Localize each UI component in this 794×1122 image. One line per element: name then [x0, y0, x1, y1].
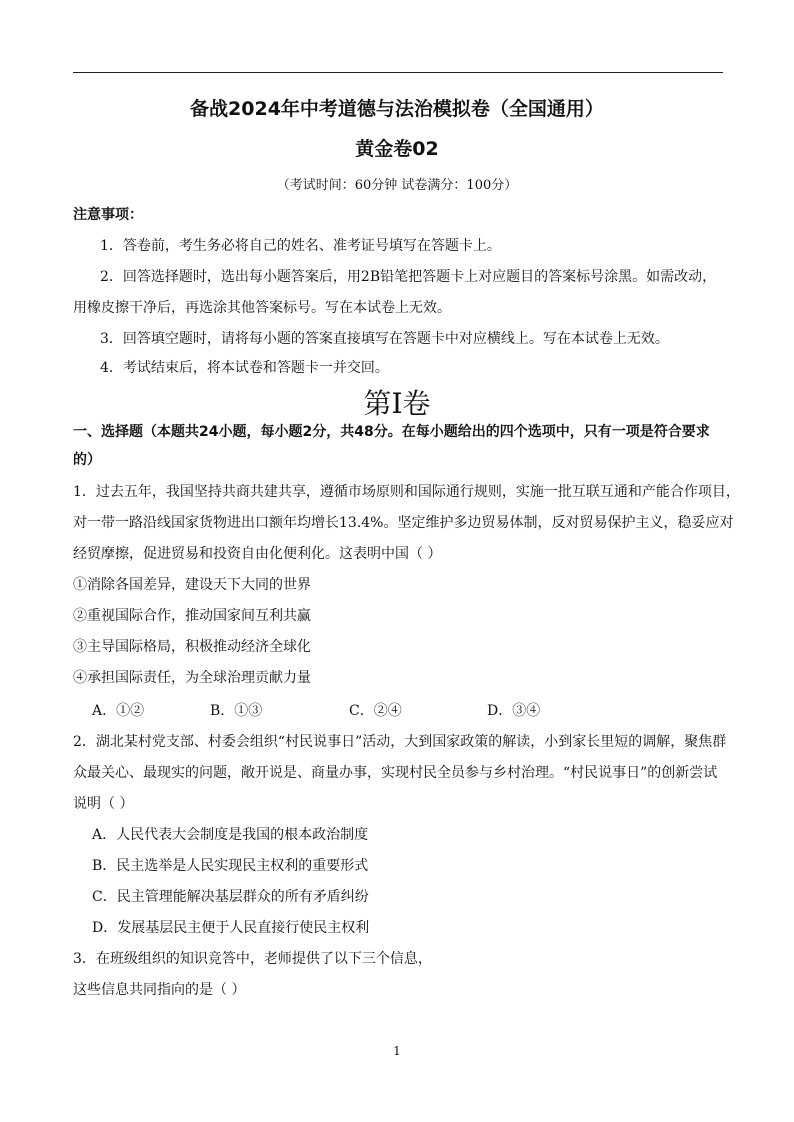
- question-1-option-c[interactable]: C．②④: [349, 703, 402, 719]
- exam-info: （考试时间：60分钟 试卷满分：100分）: [276, 178, 518, 193]
- exam-subtitle: 黄金卷02: [355, 138, 439, 160]
- notice-item: 4．考试结束后，将本试卷和答题卡一并交回。: [100, 360, 389, 376]
- notice-item: 1．答卷前，考生务必将自己的姓名、准考证号填写在答题卡上。: [100, 238, 501, 254]
- page-number: 1: [393, 1044, 401, 1058]
- question-2-stem: 众最关心、最现实的问题，敞开说是、商量办事，实现村民全员参与乡村治理。“村民说事日”的创新尝试: [73, 765, 718, 781]
- notice-item: 3．回答填空题时，请将每小题的答案直接填写在答题卡中对应横线上。写在本试卷上无效。: [100, 331, 669, 347]
- question-3-stem: 这些信息共同指向的是（ ）: [73, 982, 246, 998]
- question-1-statement: ④承担国际责任，为全球治理贡献力量: [73, 670, 311, 686]
- question-2-stem: 2．湖北某村党支部、村委会组织“村民说事日”活动，大到国家政策的解读，小到家长里短的调解，聚焦群: [73, 734, 727, 750]
- volume-title: 第Ⅰ卷: [363, 387, 431, 420]
- question-2-option-a[interactable]: A．人民代表大会制度是我国的根本政治制度: [92, 827, 369, 843]
- notice-item: 2．回答选择题时，选出每小题答案后，用2B铅笔把答题卡上对应题目的答案标号涂黑。如需改动，: [100, 269, 717, 285]
- question-1-option-a[interactable]: A．①②: [92, 703, 145, 719]
- question-3-stem: 3．在班级组织的知识竞答中，老师提供了以下三个信息，: [73, 951, 432, 967]
- section-heading: 一、选择题（本题共24小题，每小题2分，共48分。在每小题给出的四个选项中，只有一项是符合要求: [73, 424, 710, 440]
- question-1-option-b[interactable]: B．①③: [210, 703, 263, 719]
- notice-heading: 注意事项：: [73, 207, 143, 223]
- question-1-statement: ③主导国际格局，积极推动经济全球化: [73, 639, 311, 655]
- exam-title: 备战2024年中考道德与法治模拟卷（全国通用）: [190, 98, 604, 120]
- question-1-stem: 1．过去五年，我国坚持共商共建共享，遵循市场原则和国际通行规则，实施一批互联互通和产能合作项目，: [73, 484, 740, 500]
- question-2-option-d[interactable]: D．发展基层民主便于人民直接行使民主权利: [92, 920, 370, 936]
- section-heading-cont: 的）: [73, 452, 101, 468]
- question-1-stem: 对一带一路沿线国家货物进出口额年均增长13.4%。坚定维护多边贸易体制，反对贸易保护主义，稳妥应对: [73, 515, 734, 531]
- question-1-statement: ①消除各国差异，建设天下大同的世界: [73, 577, 311, 593]
- question-2-option-c[interactable]: C．民主管理能解决基层群众的所有矛盾纠纷: [92, 889, 369, 905]
- notice-item: 用橡皮擦干净后，再选涂其他答案标号。写在本试卷上无效。: [73, 300, 451, 316]
- question-1-stem: 经贸摩擦，促进贸易和投资自由化便利化。这表明中国（ ）: [73, 546, 442, 562]
- question-1-statement: ②重视国际合作，推动国家间互利共赢: [73, 608, 311, 624]
- question-2-option-b[interactable]: B．民主选举是人民实现民主权利的重要形式: [92, 858, 369, 874]
- question-2-stem: 说明（ ）: [73, 796, 134, 812]
- question-1-option-d[interactable]: D．③④: [487, 703, 541, 719]
- header-rule: [73, 72, 723, 73]
